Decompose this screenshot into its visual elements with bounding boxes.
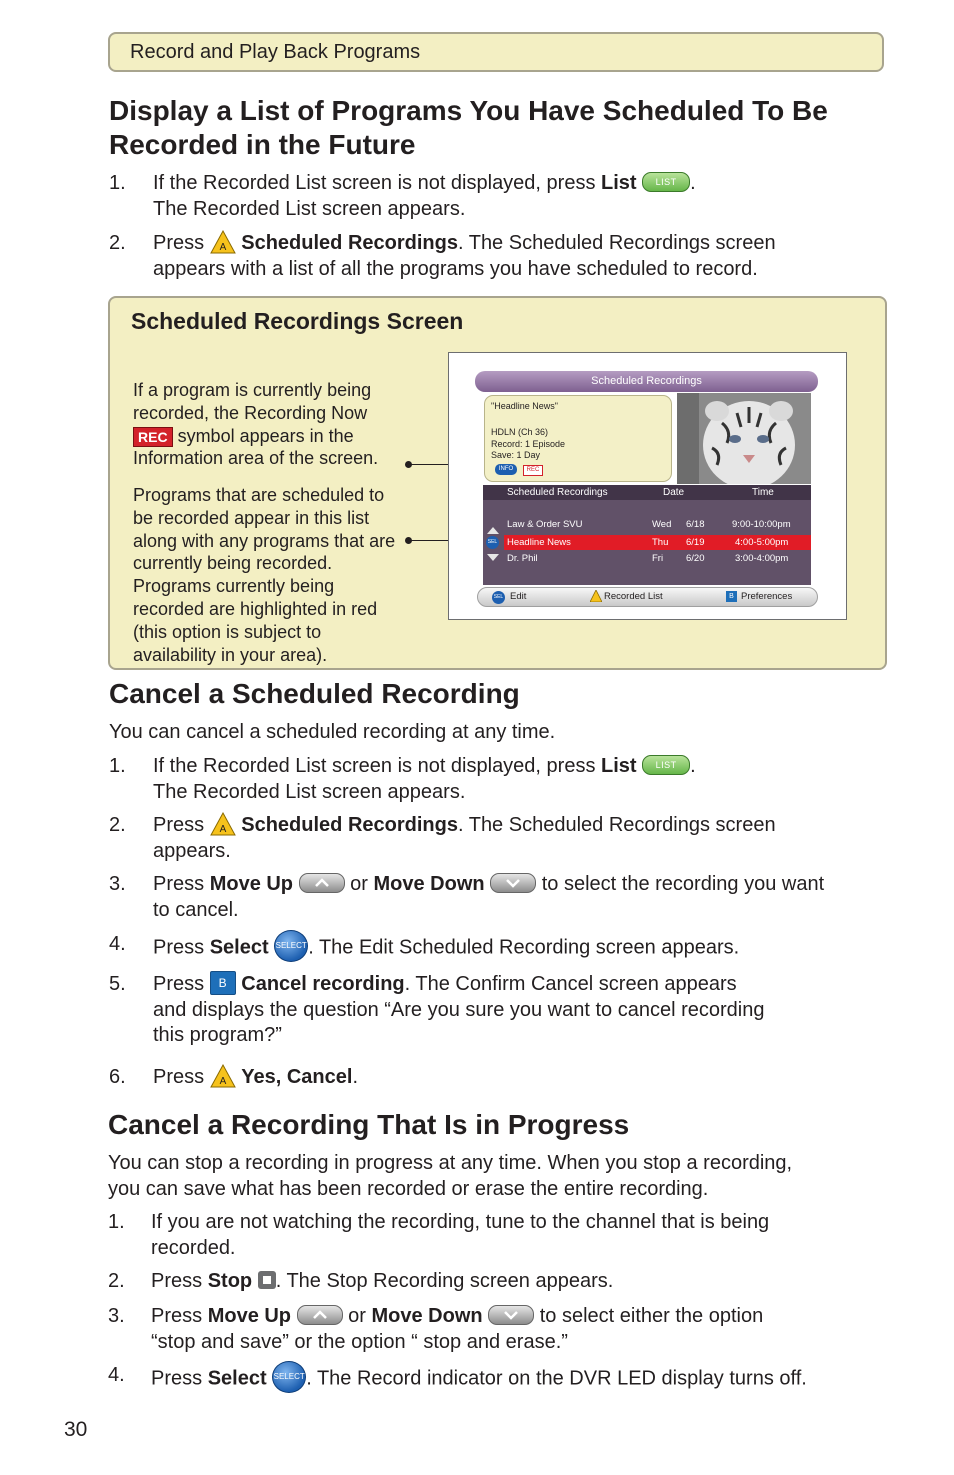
move-up-label: Move Up [207,1305,292,1327]
step-text: this program?” [153,1024,282,1046]
rec-badge-icon: REC [133,427,173,447]
step-body [153,754,883,805]
step-body [153,1065,883,1091]
step-number: 2. [109,814,126,836]
a-button-icon [210,230,236,254]
sel-button-icon: SEL [492,591,505,604]
step-body [151,1269,881,1295]
footer-recorded-list: Recorded List [604,591,663,602]
step-text: Press [151,1270,208,1292]
stop-label: Stop [207,1270,253,1292]
page-number: 30 [64,1418,88,1441]
select-label: Select [209,936,269,959]
step-body [153,872,883,923]
step-text: Press [153,873,210,895]
intro-text: You can stop a recording in progress at any time. When you stop a recording, [108,1152,793,1174]
b-button-icon: B [210,971,236,995]
move-down-label: Move Down [371,1305,483,1327]
step-body [151,1304,881,1355]
step-text: to select either the option [534,1305,764,1327]
step-text: The Recorded List screen appears. [153,780,466,803]
tv-info-channel: HDLN (Ch 36) [491,427,549,437]
list-button-icon: LIST [642,755,690,775]
step-body [153,972,883,1049]
step-text: . The Scheduled Recordings screen [457,814,776,836]
tiger-image-icon [677,393,811,484]
step-text: . [690,172,696,194]
step-body [153,231,883,282]
step-body [153,932,883,964]
step-text: “stop and save” or the option “ stop and erase.” [151,1330,568,1353]
scheduled-recordings-label: Scheduled Recordings [241,814,458,836]
step-number: 2. [108,1270,125,1292]
step-text: Press [151,1367,208,1390]
section1-title [109,94,909,162]
step-text: to select the recording you want [536,873,825,895]
row-date: 6/19 [686,537,705,548]
row-time: 4:00-5:00pm [735,537,789,548]
step-text: If the Recorded List screen is not displayed, press [153,172,602,194]
step-text: . The Edit Scheduled Recording screen appears. [308,936,740,959]
move-down-icon [490,873,536,893]
step-text: . [690,755,696,777]
step-text: to cancel. [153,898,239,921]
row-day: Wed [652,519,672,530]
step-text: or [342,1305,372,1327]
row-title: Dr. Phil [507,553,538,564]
step-number: 5. [109,973,126,995]
step-text: . The Stop Recording screen appears. [275,1270,614,1292]
b-button-icon: B [726,591,737,602]
header-title: Record and Play Back Programs [130,41,421,63]
step-text: . The Scheduled Recordings screen [457,232,776,254]
row-day: Thu [652,537,669,548]
a-button-letter: A [219,241,227,253]
sel-button-icon: SEL [486,536,499,549]
step-number: 6. [109,1066,126,1088]
step-text: Press [153,973,210,995]
move-down-label: Move Down [373,873,485,895]
tv-info-program: "Headline News" [491,401,558,411]
select-button-icon: SELECT [272,1361,306,1393]
tiger-photo [677,393,811,484]
select-button-icon: SELECT [274,930,308,962]
move-up-icon [299,873,345,893]
panel-title: Scheduled Recordings Screen [131,308,464,334]
step-text: Press [151,1305,208,1327]
row-title: Headline News [507,537,571,548]
step-number: 1. [108,1211,125,1233]
list-button-icon: LIST [642,172,690,192]
a-button-icon [210,1064,236,1088]
row-date: 6/18 [686,519,705,530]
step-text: . The Confirm Cancel screen appears [404,973,737,995]
move-up-icon [297,1305,343,1325]
move-down-icon [488,1305,534,1325]
list-button-label: List [601,172,637,194]
step-text: recorded. [151,1236,236,1259]
section-header-bar [108,32,884,72]
note-text: symbol appears in the Information area of the screen. [133,425,379,469]
step-text: . [352,1066,358,1088]
row-day: Fri [652,553,664,564]
a-button-letter: A [219,1075,227,1087]
cancel-recording-label: Cancel recording [241,973,405,995]
step-body [151,1210,881,1261]
tv-info-save: Save: 1 Day [491,450,541,460]
step-text: appears. [153,839,231,862]
footer-edit: Edit [510,591,527,602]
step-number: 3. [108,1305,125,1327]
note-scheduled-list: Programs that are scheduled to be recorded appear in this list along with any programs that are currently being recorded. Programs currently being recorded are highlighted in red (this option is subject to availability in your area). [133,485,396,665]
column-header: Scheduled Recordings [507,487,608,498]
row-time: 9:00-10:00pm [732,519,791,530]
tv-info-record: Record: 1 Episode [491,439,566,449]
step-text: . The Record indicator on the DVR LED display turns off. [306,1367,807,1390]
step-text: Press [153,936,210,959]
note-text: If a program is currently being recorded, the Recording Now [133,380,372,423]
column-header: Date [663,487,685,498]
list-button-label: List [601,755,637,777]
step-number: 3. [109,873,126,895]
step-text: If you are not watching the recording, tune to the channel that is being [151,1211,770,1233]
note-recording-now [133,379,398,470]
step-text: Press [153,814,210,836]
section2-title: Cancel a Scheduled Recording [109,678,520,709]
move-up-label: Move Up [209,873,294,895]
step-text: appears with a list of all the programs you have scheduled to record. [153,257,758,280]
step-text: If the Recorded List screen is not displayed, press [153,755,602,777]
tv-title-bar: Scheduled Recordings [475,371,818,392]
row-time: 3:00-4:00pm [735,553,789,564]
intro-text: you can save what has been recorded or erase the entire recording. [108,1177,709,1200]
step-body [153,813,883,864]
scheduled-recordings-label: Scheduled Recordings [241,232,458,254]
step-body [153,171,883,222]
row-date: 6/20 [686,553,705,564]
step-number: 2. [109,232,126,254]
info-button-icon: INFO [495,464,517,475]
footer-preferences: Preferences [741,591,793,602]
step-text: Press [153,232,210,254]
a-button-letter: A [219,823,227,835]
a-button-icon [210,812,236,836]
row-title: Law & Order SVU [507,519,583,530]
a-button-icon [590,590,602,602]
section2-intro: You can cancel a scheduled recording at any time. [109,721,556,743]
step-text: or [344,873,374,895]
select-label: Select [207,1367,267,1390]
yes-cancel-label: Yes, Cancel [241,1066,353,1088]
step-text: and displays the question “Are you sure you want to cancel recording [153,998,765,1021]
step-body [151,1363,911,1395]
step-number: 1. [109,755,126,777]
column-header: Time [752,487,774,498]
stop-button-icon [258,1271,276,1289]
step-text: Press [153,1066,210,1088]
section3-title: Cancel a Recording That Is in Progress [108,1109,630,1140]
rec-indicator-icon: REC [523,465,543,476]
section3-intro [108,1151,792,1202]
step-number: 4. [109,933,126,955]
step-text: The Recorded List screen appears. [153,197,466,220]
step-number: 1. [109,172,126,194]
step-number: 4. [108,1364,125,1386]
section1-title-line2: Recorded in the Future [109,129,416,160]
section1-title-line1: Display a List of Programs You Have Scheduled To Be [109,95,828,126]
